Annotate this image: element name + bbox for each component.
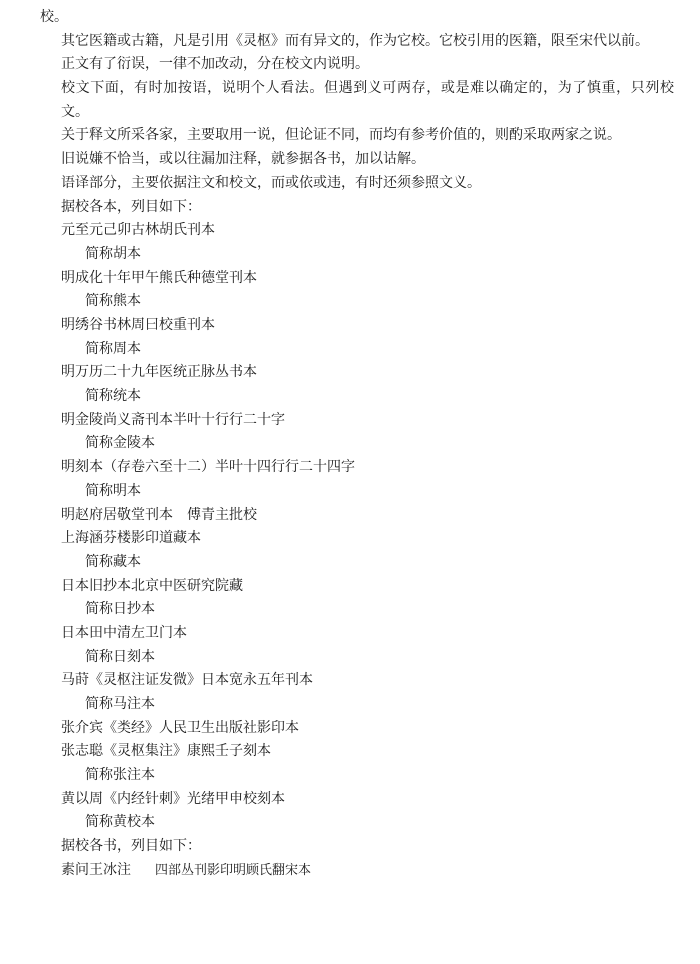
book-source: 四部丛刊影印明顾氏翻宋本 xyxy=(155,862,312,878)
edition-title: 明赵府居敬堂刊本 傅青主批校 xyxy=(61,506,257,523)
book-entry xyxy=(40,859,674,883)
paragraph-errors: 正文有了衍误，一律不加改动，分在校文内说明。 xyxy=(61,56,369,73)
paragraph-translation: 语译部分，主要依据注文和校文，而或依或违，有时还须参照文义。 xyxy=(61,174,481,191)
edition-short-name: 简称马注本 xyxy=(85,696,155,712)
edition-title: 明刻本（存卷六至十二）半叶十四行行二十四字 xyxy=(61,459,355,476)
edition-title: 马莳《灵枢注证发微》日本宽永五年刊本 xyxy=(61,672,313,689)
edition-title: 黄以周《内经针刺》光绪甲申校刻本 xyxy=(61,790,285,807)
edition-short-name: 简称黄校本 xyxy=(85,814,155,831)
editions-list xyxy=(40,219,674,835)
edition-title: 元至元己卯古林胡氏刊本 xyxy=(61,222,215,239)
edition-title: 张介宾《类经》人民卫生出版社影印本 xyxy=(61,719,299,736)
edition-title: 明金陵尚义斋刊本半叶十行行二十字 xyxy=(61,411,285,428)
editions-heading: 据校各本，列目如下： xyxy=(61,198,201,215)
edition-short-name: 简称日抄本 xyxy=(85,601,155,618)
edition-title: 上海涵芬楼影印道藏本 xyxy=(61,530,201,547)
book-title: 素问王冰注 xyxy=(61,861,131,878)
text-line-continuation: 校。 xyxy=(40,9,68,25)
edition-short-name: 简称日刻本 xyxy=(85,648,155,665)
edition-short-name: 简称藏本 xyxy=(85,553,141,570)
edition-short-name: 简称金陵本 xyxy=(85,435,155,452)
edition-short-name: 简称熊本 xyxy=(85,293,141,310)
edition-short-name: 简称周本 xyxy=(85,340,141,357)
paragraph-notes: 校文下面，有时加按语，说明个人看法。但遇到义可两存，或是难以确定的，为了慎重，只列校文。 xyxy=(61,80,674,120)
edition-title: 日本田中清左卫门本 xyxy=(61,624,187,641)
edition-title: 明绣谷书林周曰校重刊本 xyxy=(61,317,215,333)
edition-title: 日本旧抄本北京中医研究院藏 xyxy=(61,577,243,594)
edition-short-name: 简称张注本 xyxy=(85,767,155,784)
books-heading: 据校各书，列目如下： xyxy=(61,838,201,855)
paragraph-old-explanations: 旧说嫌不恰当，或以往漏加注释，就参据各书，加以诂解。 xyxy=(61,151,425,168)
edition-short-name: 简称明本 xyxy=(85,482,141,499)
paragraph-interpretations: 关于释文所采各家，主要取用一说，但论证不同，而均有参考价值的，则酌采取两家之说。 xyxy=(61,127,621,144)
edition-title: 张志聪《灵枢集注》康熙壬子刻本 xyxy=(61,743,271,760)
edition-short-name: 简称统本 xyxy=(85,388,141,405)
edition-title: 明成化十年甲午熊氏种德堂刊本 xyxy=(61,269,257,286)
edition-short-name: 简称胡本 xyxy=(85,245,141,262)
paragraph-other-collation: 其它医籍或古籍，凡是引用《灵枢》而有异文的，作为它校。它校引用的医籍，限至宋代以前。 xyxy=(61,32,649,49)
edition-title: 明万历二十九年医统正脉丛书本 xyxy=(61,364,257,381)
